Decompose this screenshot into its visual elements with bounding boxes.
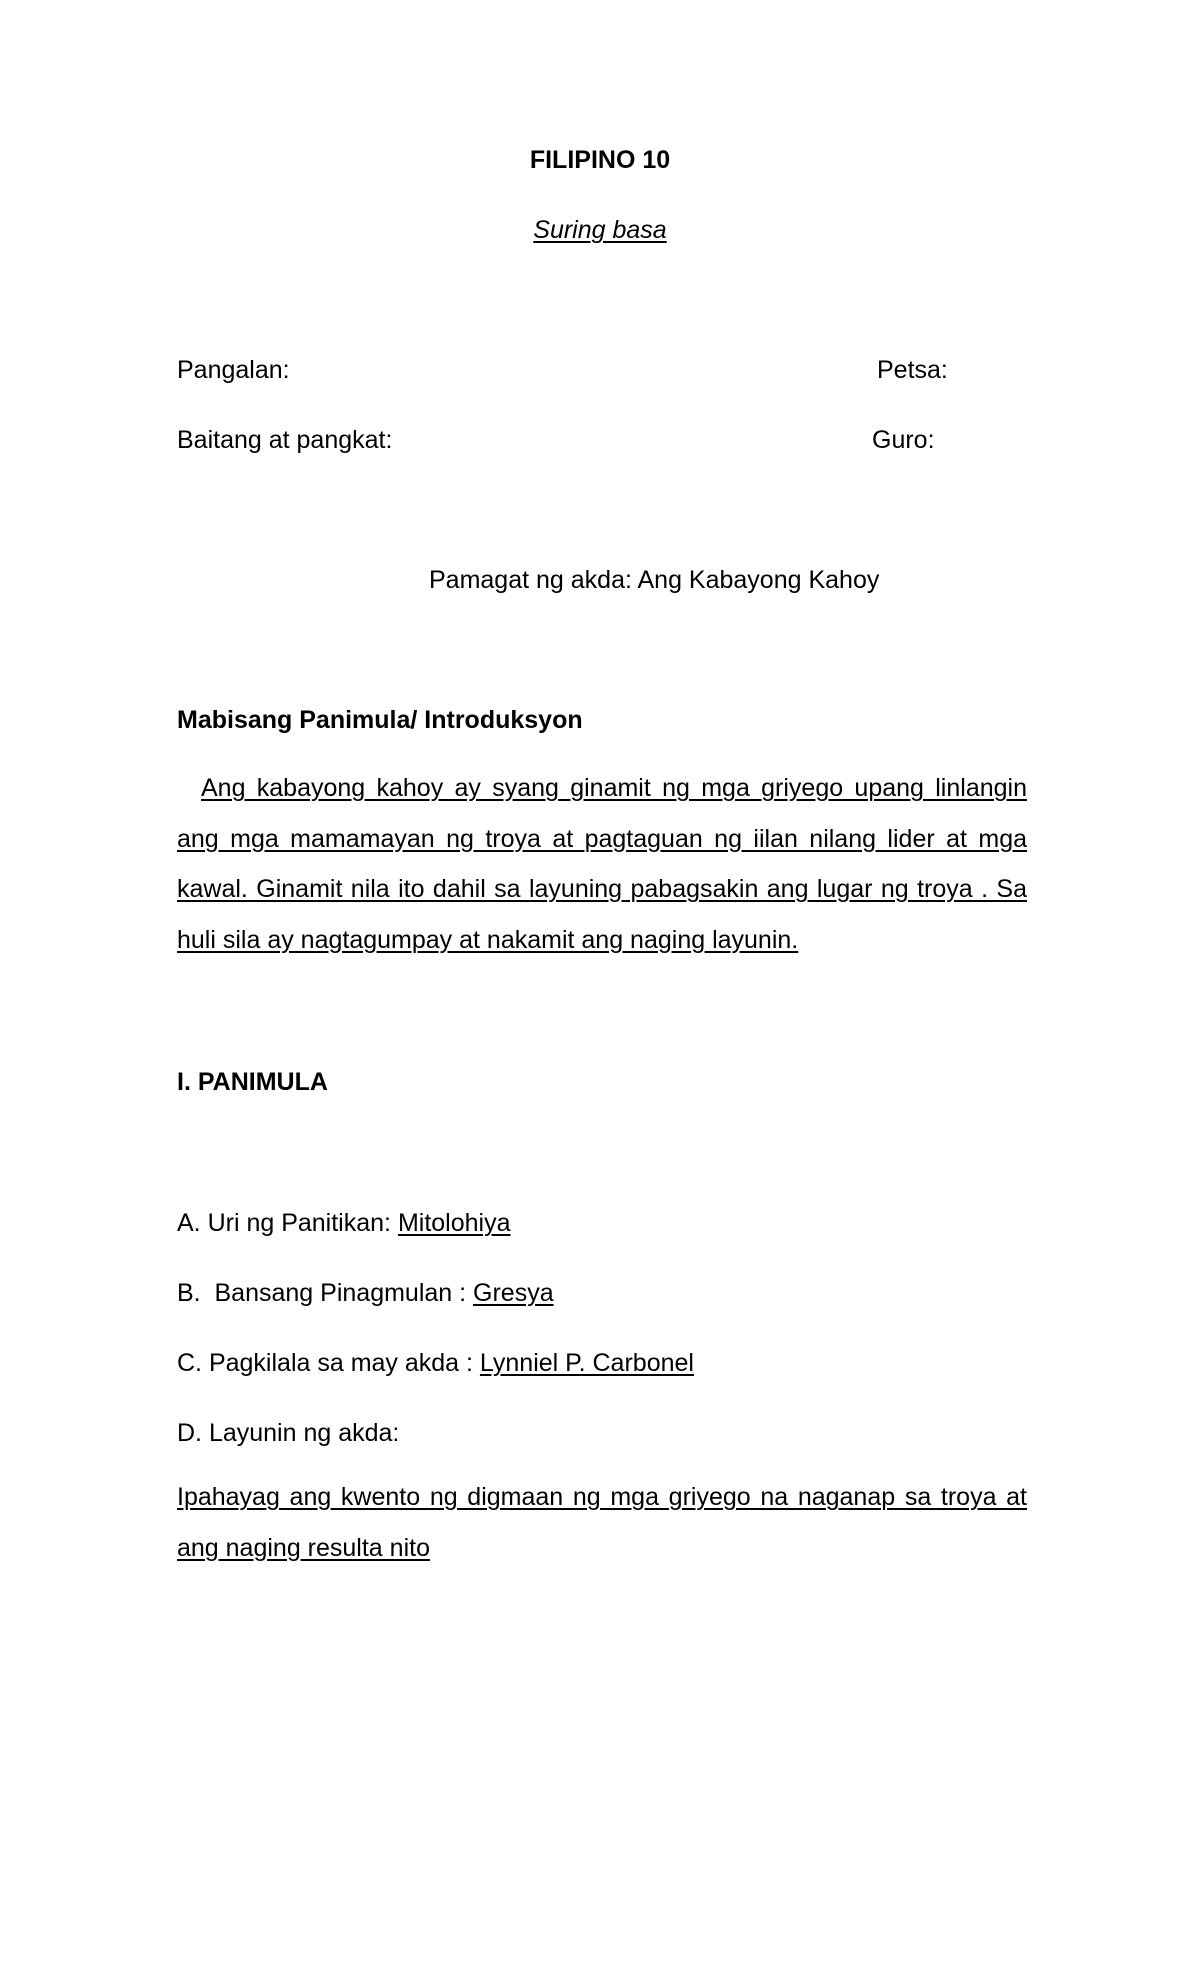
item-a-value: Mitolohiya <box>397 1209 511 1237</box>
item-c-value: Lynniel P. Carbonel <box>479 1349 694 1377</box>
item-d-value: Ipahayag ang kwento ng digmaan ng mga griyego na naganap sa troya at ang naging resulta nito <box>177 1483 1027 1562</box>
introduction-text: Ang kabayong kahoy ay syang ginamit ng mga griyego upang linlangin ang mga mamamayan ng troya at pagtaguan ng iilan nilang lider at mga kawal. Ginamit nila ito dahil sa layuning pabagsakin ang lugar ng troya . Sa huli sila ay nagtagumpay at nakamit ang naging layunin. <box>177 774 1027 954</box>
document-title: FILIPINO 10 <box>529 146 671 174</box>
document-subtitle <box>0 215 1200 245</box>
date-label: Petsa: <box>877 356 948 384</box>
item-b <box>177 1278 554 1308</box>
name-label: Pangalan: <box>177 356 290 384</box>
item-d-paragraph <box>177 1472 1027 1573</box>
section-one-heading: I. PANIMULA <box>177 1068 328 1096</box>
item-c <box>177 1348 694 1378</box>
item-a-label: A. Uri ng Panitikan: <box>177 1209 398 1237</box>
introduction-paragraph <box>177 763 1027 965</box>
item-c-label: C. Pagkilala sa may akda : <box>177 1349 480 1377</box>
teacher-label: Guro: <box>872 426 935 454</box>
item-d-label: D. Layunin ng akda: <box>177 1419 400 1447</box>
item-b-value: Gresya <box>473 1279 554 1307</box>
introduction-heading: Mabisang Panimula/ Introduksyon <box>177 706 583 734</box>
item-b-label: B. Bansang Pinagmulan : <box>177 1279 474 1307</box>
document-subtitle-text: Suring basa <box>533 216 667 244</box>
item-a <box>177 1208 511 1238</box>
work-title: Pamagat ng akda: Ang Kabayong Kahoy <box>429 566 880 594</box>
grade-section-label: Baitang at pangkat: <box>177 426 393 454</box>
